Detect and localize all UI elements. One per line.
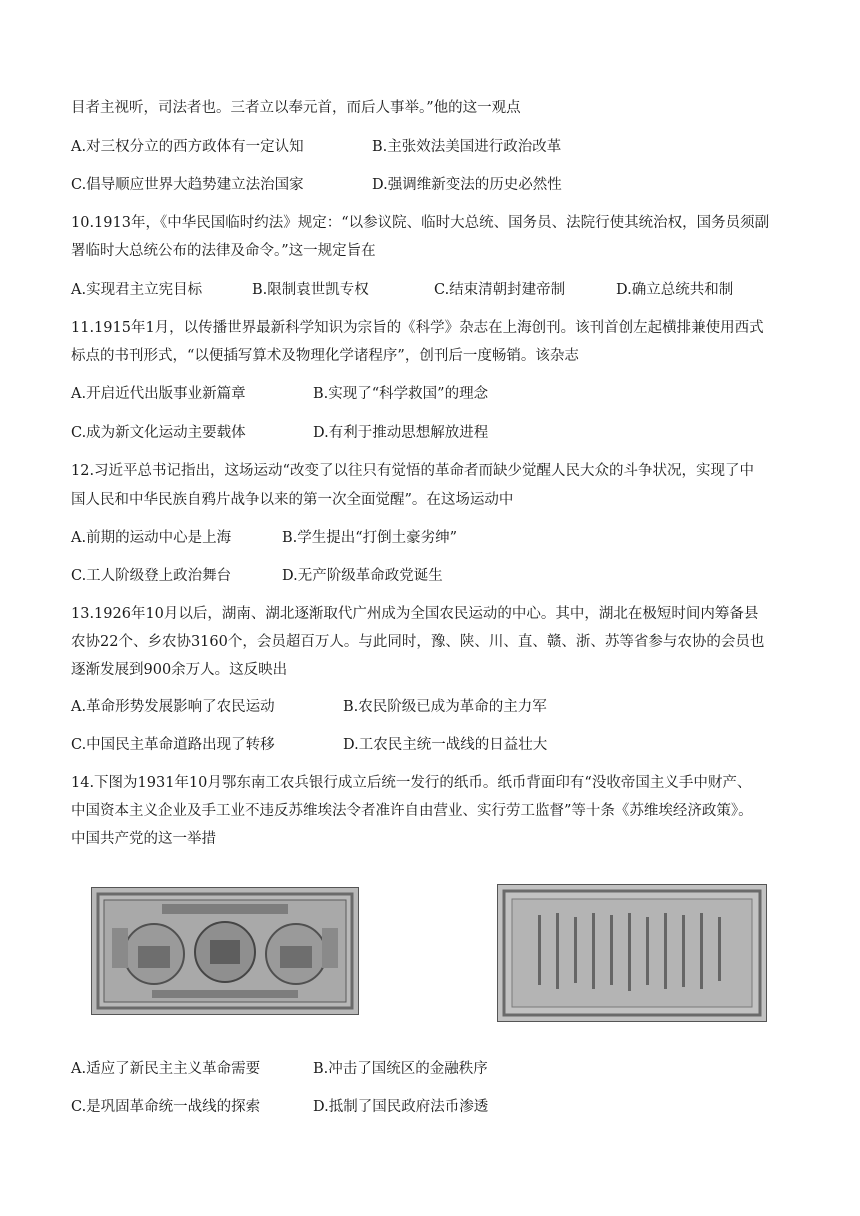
q12-option-c[interactable]: C.工人阶级登上政治舞台	[71, 568, 232, 584]
q10-option-d[interactable]: D.确立总统共和制	[616, 282, 734, 298]
q9-option-b[interactable]: B.主张效法美国进行政治改革	[372, 139, 562, 155]
q12-option-d[interactable]: D.无产阶级革命政党诞生	[282, 568, 443, 584]
q10-stem-line-2: 署临时大总统公布的法律及命令。”这一规定旨在	[71, 243, 376, 259]
q14-option-d[interactable]: D.抵制了国民政府法币渗透	[313, 1099, 489, 1115]
q11-option-d[interactable]: D.有利于推动思想解放进程	[313, 425, 489, 441]
q13-stem-line-3: 逐渐发展到900余万人。这反映出	[71, 662, 288, 678]
q13-option-a[interactable]: A.革命形势发展影响了农民运动	[71, 699, 275, 715]
q12-stem-line-1: 12.习近平总书记指出，这场运动“改变了以往只有觉悟的革命者而缺少觉醒人民大众的斗争状况，实现了中	[71, 463, 754, 479]
q10-stem-line-1: 10.1913年，《中华民国临时约法》规定：“以参议院、临时大总统、国务员、法院行使其统治权，国务员须副	[71, 215, 770, 231]
q13-option-d[interactable]: D.工农民主统一战线的日益壮大	[343, 737, 548, 753]
q11-stem-line-1: 11.1915年1月，以传播世界最新科学知识为宗旨的《科学》杂志在上海创刊。该刊首创左起横排兼使用西式	[71, 320, 764, 336]
q10-option-c[interactable]: C.结束清朝封建帝制	[434, 282, 566, 298]
q9-option-a[interactable]: A.对三权分立的西方政体有一定认知	[71, 139, 304, 155]
q12-stem-line-2: 国人民和中华民族自鸦片战争以来的第一次全面觉醒”。在这场运动中	[71, 492, 514, 508]
q14-option-c[interactable]: C.是巩固革命统一战线的探索	[71, 1099, 261, 1115]
banknote-front-image	[91, 887, 359, 1015]
banknote-back-image	[497, 884, 767, 1022]
q10-option-b[interactable]: B.限制袁世凯专权	[252, 282, 369, 298]
q14-stem-line-2: 中国资本主义企业及手工业不违反苏维埃法令者准许自由营业、实行劳工监督”等十条《苏维埃经济政策》。	[71, 803, 753, 819]
q9-option-c[interactable]: C.倡导顺应世界大趋势建立法治国家	[71, 177, 304, 193]
q10-option-a[interactable]: A.实现君主立宪目标	[71, 282, 203, 298]
q13-stem-line-2: 农协22个、乡农协3160个，会员超百万人。与此同时，豫、陕、川、直、赣、浙、苏等省参与农协的会员也	[71, 634, 765, 650]
q13-stem-line-1: 13.1926年10月以后，湖南、湖北逐渐取代广州成为全国农民运动的中心。其中，湖北在极短时间内筹备县	[71, 606, 759, 622]
q12-option-b[interactable]: B.学生提出“打倒土豪劣绅”	[282, 530, 458, 546]
q11-option-b[interactable]: B.实现了“科学救国”的理念	[313, 386, 489, 402]
q13-option-b[interactable]: B.农民阶级已成为革命的主力军	[343, 699, 547, 715]
q9-option-d[interactable]: D.强调维新变法的历史必然性	[372, 177, 562, 193]
q9-stem-tail: 目者主视听，司法者也。三者立以奉元首，而后人事举。”他的这一观点	[71, 100, 521, 116]
q13-option-c[interactable]: C.中国民主革命道路出现了转移	[71, 737, 275, 753]
q11-option-a[interactable]: A.开启近代出版事业新篇章	[71, 386, 246, 402]
q14-stem-line-1: 14.下图为1931年10月鄂东南工农兵银行成立后统一发行的纸币。纸币背面印有“没收帝国主义手中财产、	[71, 775, 752, 791]
q14-option-a[interactable]: A.适应了新民主主义革命需要	[71, 1061, 261, 1077]
q14-stem-line-3: 中国共产党的这一举措	[71, 831, 216, 847]
q11-stem-line-2: 标点的书刊形式，“以便插写算术及物理化学诸程序”，创刊后一度畅销。该杂志	[71, 348, 579, 364]
q14-option-b[interactable]: B.冲击了国统区的金融秩序	[313, 1061, 488, 1077]
q11-option-c[interactable]: C.成为新文化运动主要载体	[71, 425, 246, 441]
q12-option-a[interactable]: A.前期的运动中心是上海	[71, 530, 232, 546]
